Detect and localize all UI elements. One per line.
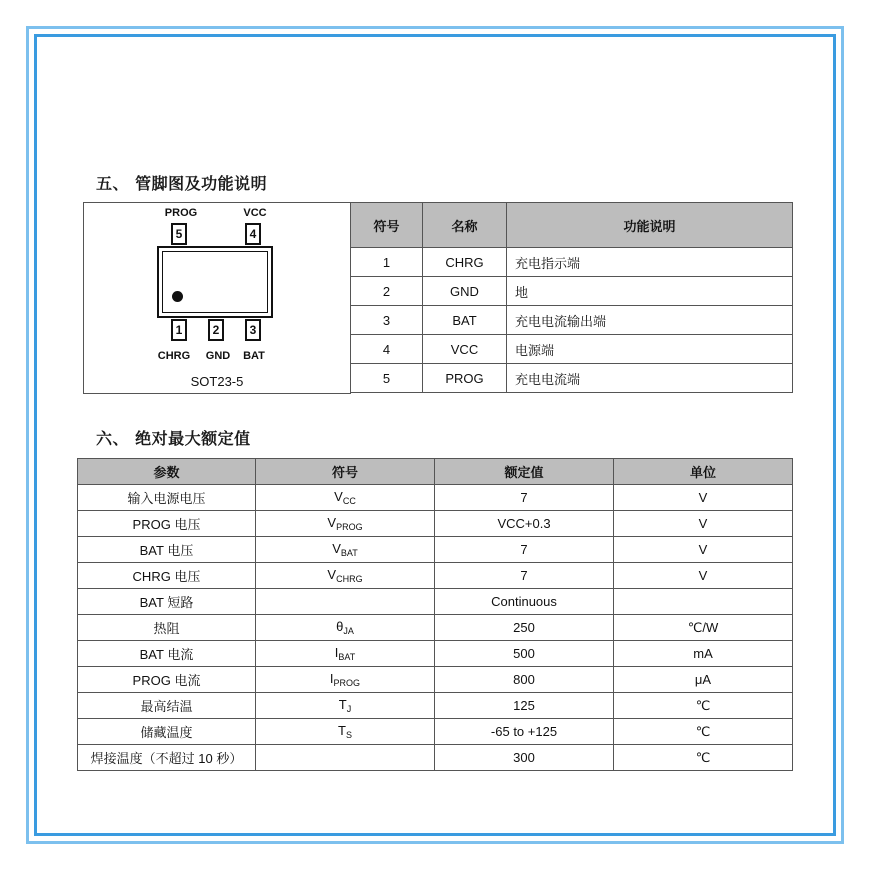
section5-title: 五、 管脚图及功能说明 [96, 174, 268, 193]
table-row [78, 615, 793, 641]
pin1-marker-dot [172, 291, 183, 302]
param-cell: PROG 电流 [78, 667, 256, 693]
symbol-main: V [332, 541, 341, 556]
pin-label-vcc: VCC [243, 207, 267, 219]
table-row [351, 364, 793, 393]
value-cell: 7 [435, 537, 614, 563]
value-cell: 300 [435, 745, 614, 771]
table-row [78, 511, 793, 537]
unit-cell: V [614, 537, 793, 563]
symbol-main: I [329, 671, 334, 686]
symbol-main: T [338, 723, 346, 738]
symbol-cell [256, 745, 435, 771]
header-symbol: 符号 [256, 459, 435, 485]
absolute-max-ratings-table [77, 458, 793, 771]
pin-number: 4 [351, 335, 423, 364]
table-row [78, 693, 793, 719]
symbol-main: V [327, 567, 337, 582]
param-cell: CHRG 电压 [78, 563, 256, 589]
pin-5: 5 [171, 223, 187, 245]
pin-label-gnd: GND [205, 350, 231, 362]
param-cell: 输入电源电压 [78, 485, 256, 511]
param-cell: BAT 电压 [78, 537, 256, 563]
unit-cell: ℃ [614, 693, 793, 719]
unit-cell [614, 589, 793, 615]
table-row [78, 667, 793, 693]
symbol-cell [256, 667, 435, 693]
pin-number: 2 [351, 277, 423, 306]
pin-1: 1 [171, 319, 187, 341]
table-header-row [78, 459, 793, 485]
param-cell: 热阻 [78, 615, 256, 641]
value-cell: 250 [435, 615, 614, 641]
pin-number: 1 [351, 248, 423, 277]
symbol-main: V [327, 515, 337, 530]
param-cell: 焊接温度（不超过 10 秒） [78, 745, 256, 771]
param-cell: BAT 短路 [78, 589, 256, 615]
table-row [78, 563, 793, 589]
symbol-subscript: JA [343, 626, 354, 636]
symbol-subscript: J [346, 704, 352, 714]
pin-number: 3 [351, 306, 423, 335]
param-cell: BAT 电流 [78, 641, 256, 667]
symbol-subscript: CC [342, 496, 356, 506]
symbol-cell [256, 719, 435, 745]
table-row [351, 306, 793, 335]
table-header-row [351, 203, 793, 248]
unit-cell: ℃/W [614, 615, 793, 641]
table-row [351, 248, 793, 277]
pin-label-bat: BAT [243, 350, 265, 362]
param-cell: 储藏温度 [78, 719, 256, 745]
table-row [351, 277, 793, 306]
pin-name: GND [423, 277, 507, 306]
pin-3: 3 [245, 319, 261, 341]
symbol-cell [256, 615, 435, 641]
pin-function-table [350, 202, 793, 393]
section6-title: 六、 绝对最大额定值 [96, 429, 251, 448]
value-cell: 7 [435, 563, 614, 589]
symbol-main: I [334, 645, 339, 660]
pin-name: BAT [423, 306, 507, 335]
value-cell: -65 to +125 [435, 719, 614, 745]
pin-label-chrg: CHRG [157, 350, 191, 362]
pin-function: 电源端 [507, 335, 793, 364]
unit-cell: ℃ [614, 745, 793, 771]
table-row [351, 335, 793, 364]
symbol-cell [256, 589, 435, 615]
pin-label-prog: PROG [164, 207, 198, 219]
header-parameter: 参数 [78, 459, 256, 485]
param-cell: 最高结温 [78, 693, 256, 719]
value-cell: 125 [435, 693, 614, 719]
chip-body [157, 246, 273, 318]
table-row [78, 745, 793, 771]
pin-function: 充电电流端 [507, 364, 793, 393]
table-row [78, 719, 793, 745]
pin-function: 充电电流输出端 [507, 306, 793, 335]
unit-cell: ℃ [614, 719, 793, 745]
symbol-subscript: PROG [333, 678, 361, 688]
symbol-subscript: CHRG [336, 574, 363, 584]
symbol-cell [256, 563, 435, 589]
symbol-cell [256, 511, 435, 537]
symbol-subscript: S [345, 730, 352, 740]
pin-number: 5 [351, 364, 423, 393]
pin-function: 充电指示端 [507, 248, 793, 277]
header-function: 功能说明 [507, 203, 793, 248]
value-cell: Continuous [435, 589, 614, 615]
package-label: SOT23-5 [190, 374, 244, 389]
header-name: 名称 [423, 203, 507, 248]
param-cell: PROG 电压 [78, 511, 256, 537]
symbol-cell [256, 485, 435, 511]
symbol-subscript: BAT [340, 548, 358, 558]
table-row [78, 641, 793, 667]
table-row [78, 537, 793, 563]
pin-function: 地 [507, 277, 793, 306]
header-unit: 单位 [614, 459, 793, 485]
pin-2: 2 [208, 319, 224, 341]
symbol-subscript: BAT [338, 652, 356, 662]
pin-name: VCC [423, 335, 507, 364]
symbol-cell [256, 537, 435, 563]
unit-cell: μA [614, 667, 793, 693]
header-symbol: 符号 [351, 203, 423, 248]
value-cell: 500 [435, 641, 614, 667]
symbol-main: T [338, 697, 347, 712]
unit-cell: V [614, 511, 793, 537]
value-cell: 7 [435, 485, 614, 511]
value-cell: VCC+0.3 [435, 511, 614, 537]
symbol-main: θ [336, 619, 344, 634]
symbol-cell [256, 641, 435, 667]
unit-cell: V [614, 563, 793, 589]
pin-name: PROG [423, 364, 507, 393]
chip-inner-outline [162, 251, 268, 313]
symbol-cell [256, 693, 435, 719]
symbol-subscript: PROG [336, 522, 363, 532]
table-row [78, 485, 793, 511]
unit-cell: mA [614, 641, 793, 667]
value-cell: 800 [435, 667, 614, 693]
unit-cell: V [614, 485, 793, 511]
symbol-main: V [334, 489, 343, 504]
header-rating: 额定值 [435, 459, 614, 485]
pin-4: 4 [245, 223, 261, 245]
table-row [78, 589, 793, 615]
pin-name: CHRG [423, 248, 507, 277]
